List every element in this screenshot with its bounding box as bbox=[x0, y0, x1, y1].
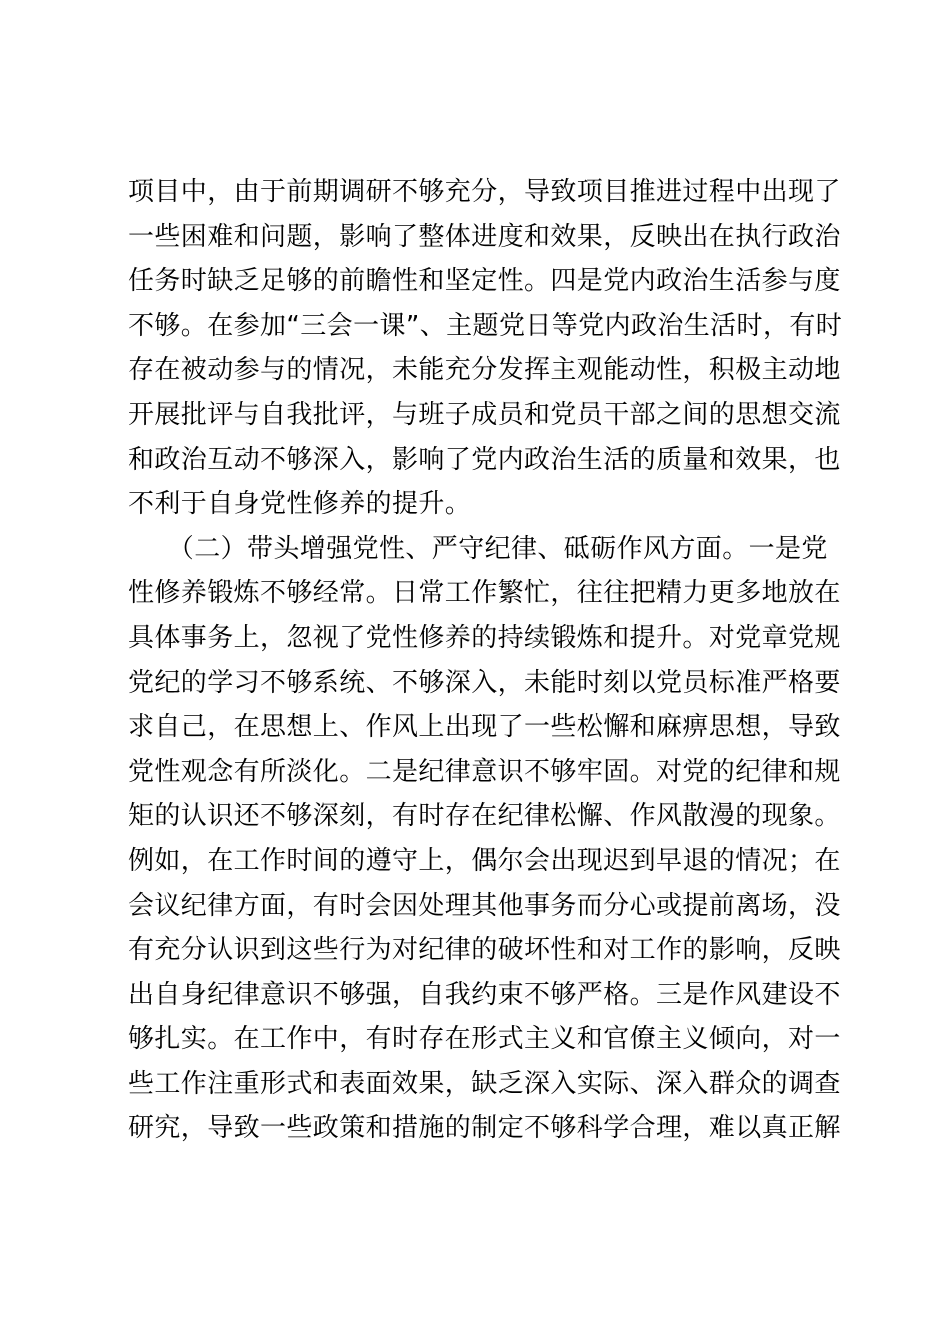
text-line: 有充分认识到这些行为对纪律的破坏性和对工作的影响，反映 bbox=[128, 935, 841, 966]
body-text bbox=[128, 170, 843, 1151]
text-line: 够扎实。在工作中，有时存在形式主义和官僚主义倾向，对一 bbox=[128, 1024, 841, 1055]
text-line: 存在被动参与的情况，未能充分发挥主观能动性，积极主动地 bbox=[128, 355, 841, 386]
text-line: 会议纪律方面，有时会因处理其他事务而分心或提前离场，没 bbox=[128, 890, 841, 921]
text-line: 例如，在工作时间的遵守上，偶尔会出现迟到早退的情况；在 bbox=[128, 845, 841, 876]
text-line: 不够。在参加“三会一课”、主题党日等党内政治生活时，有时 bbox=[128, 310, 843, 341]
text-line: 党性观念有所淡化。二是纪律意识不够牢固。对党的纪律和规 bbox=[128, 756, 841, 787]
text-line: 矩的认识还不够深刻，有时存在纪律松懈、作风散漫的现象。 bbox=[128, 801, 841, 832]
text-line: 任务时缺乏足够的前瞻性和坚定性。四是党内政治生活参与度 bbox=[128, 266, 841, 297]
text-line: 求自己，在思想上、作风上出现了一些松懈和麻痹思想，导致 bbox=[128, 712, 841, 743]
text-line: 研究，导致一些政策和措施的制定不够科学合理，难以真正解 bbox=[128, 1113, 841, 1144]
text-line: 一些困难和问题，影响了整体进度和效果，反映出在执行政治 bbox=[128, 221, 841, 252]
text-line: 和政治互动不够深入，影响了党内政治生活的质量和效果，也 bbox=[128, 444, 841, 475]
text-line: 党纪的学习不够系统、不够深入，未能时刻以党员标准严格要 bbox=[128, 667, 841, 698]
text-line: 出自身纪律意识不够强，自我约束不够严格。三是作风建设不 bbox=[128, 979, 841, 1010]
section-heading-line: （二）带头增强党性、严守纪律、砥砺作风方面。一是党 bbox=[128, 533, 828, 564]
text-line: 项目中，由于前期调研不够充分，导致项目推进过程中出现了 bbox=[128, 177, 841, 207]
text-line: 具体事务上，忽视了党性修养的持续锻炼和提升。对党章党规 bbox=[128, 622, 841, 653]
text-line: 些工作注重形式和表面效果，缺乏深入实际、深入群众的调查 bbox=[128, 1068, 841, 1099]
text-line: 开展批评与自我批评，与班子成员和党员干部之间的思想交流 bbox=[128, 399, 841, 430]
text-line: 不利于自身党性修养的提升。 bbox=[128, 489, 472, 520]
text-line: 性修养锻炼不够经常。日常工作繁忙，往往把精力更多地放在 bbox=[128, 578, 841, 609]
